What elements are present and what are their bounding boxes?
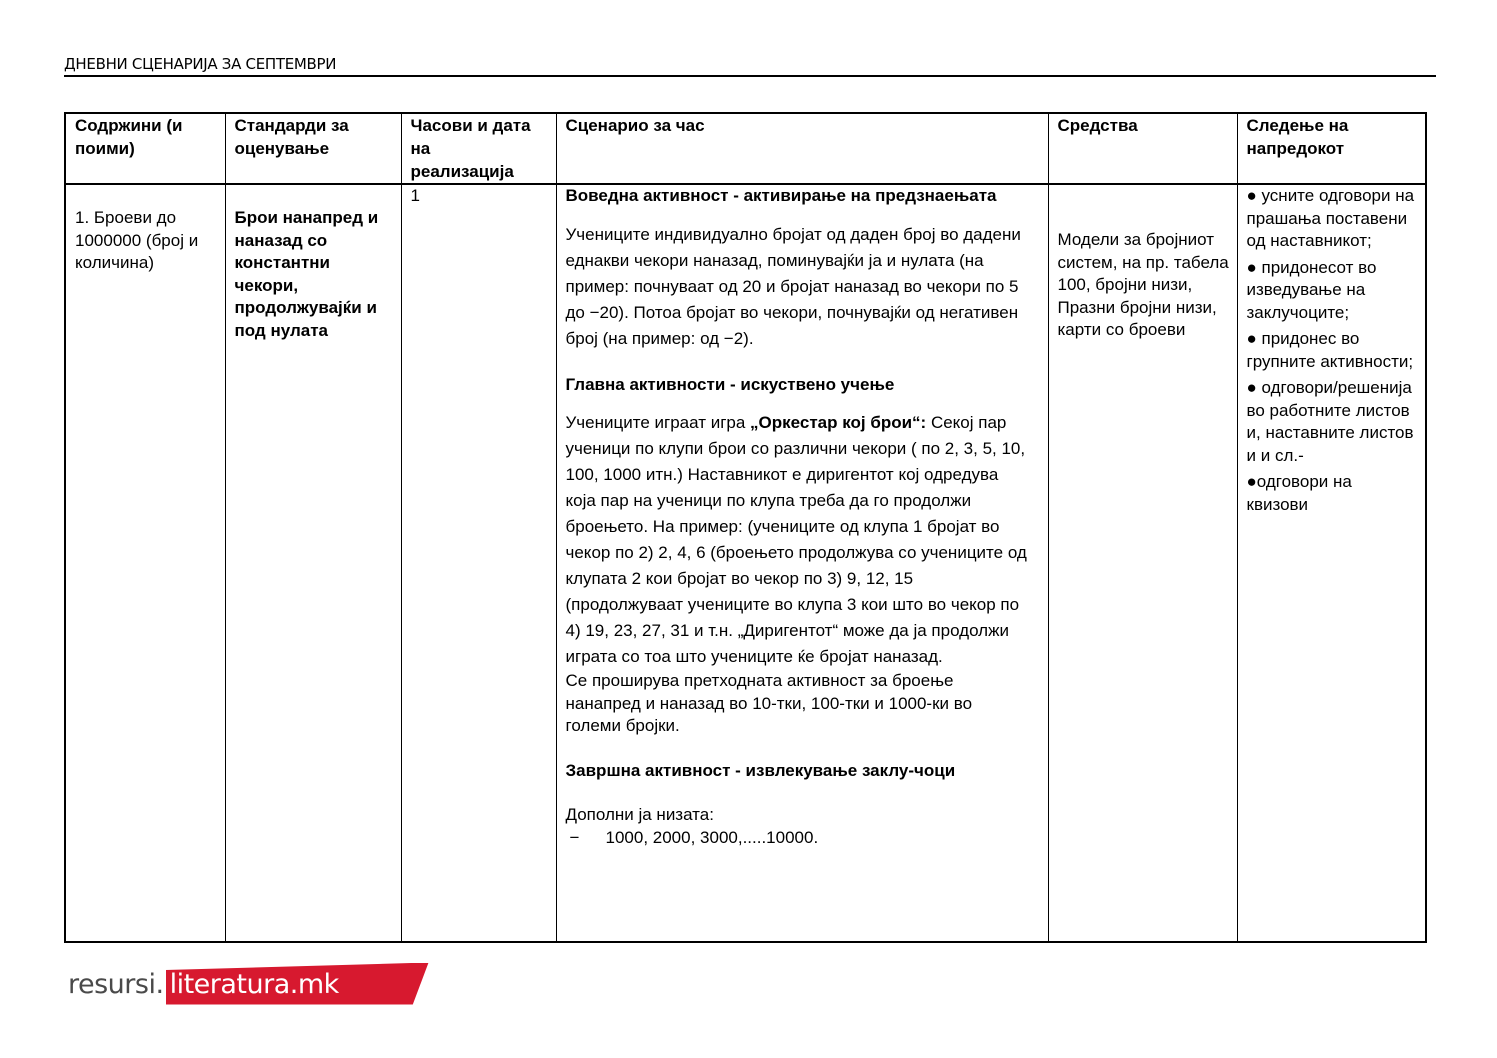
hours-text: 1	[410, 186, 420, 205]
sequence-list-item	[566, 827, 1028, 849]
main-text	[566, 410, 1028, 670]
standard-text: Брои нанапред и наназад со константни чекори, продолжувајќи и под нулата	[234, 208, 379, 340]
cell-hours	[401, 184, 556, 942]
content-text: 1. Броеви до 1000000 (број и количина)	[75, 208, 199, 272]
cell-content	[65, 184, 225, 942]
progress-item: ● придонес во групните активности;	[1246, 329, 1414, 371]
main-text-extra: Се проширува претходната активност за броење нанапред и наназад во 10-тки, 100-тки и 1000-ки во големи бројки.	[565, 671, 973, 735]
intro-text: Учениците индивидуално бројат од даден број во дадени еднакви чекори наназад, поминувајќи ја и нулата (на пример: почнуваат од 20 и бројат наназад во чекори по 5 до −20). Потоа бројат во чекори, почнувајќи од негативен број (на пример: од −2).	[565, 224, 1021, 348]
column-header-progress: Следење на напредокот	[1237, 113, 1426, 184]
column-header-content: Содржини (и поими)	[65, 113, 225, 184]
logo-text-resursi: resursi.	[68, 968, 164, 1000]
final-text: Дополни ја низата:	[565, 805, 714, 824]
progress-item: ● одговори/решенија во работните листови, наставните листови и сл.-	[1246, 378, 1414, 465]
main-text-before: Учениците играат игра	[565, 413, 751, 432]
column-header-resources: Средства	[1048, 113, 1237, 184]
column-header-scenario: Сценарио за час	[556, 113, 1048, 184]
document-title: ДНЕВНИ СЦЕНАРИЈА ЗА СЕПТЕМВРИ	[64, 55, 337, 73]
main-heading: Главна активности - искуствено учење	[565, 374, 895, 394]
cell-progress	[1237, 184, 1426, 942]
cell-resources	[1048, 184, 1237, 942]
resources-text: Модели за бројниот систем, на пр. табела 100, бројни низи, Празни бројни низи, карти со броеви	[1057, 230, 1229, 339]
intro-heading: Воведна активност - активирање на предзнаењата	[565, 186, 997, 205]
logo-text-literatura: literatura.mk	[169, 968, 339, 1000]
logo-red-banner	[166, 969, 351, 1000]
progress-item: ● придонесот во изведување на заклучоците;	[1246, 257, 1377, 322]
sequence-text: 1000, 2000, 3000,.....10000.	[605, 827, 819, 847]
main-text-after: Секој пар ученици по клупи брои со различни чекори ( по 2, 3, 5, 10, 100, 1000 итн.) Наставникот е диригентот кој одредува која пар на ученици по клупа треба да го продолжи броењето. На пример: (учениците од клупа 1 бројат во чекор по 2) 2, 4, 6 (броењето продолжува со учениците од клупата 2 кои бројат во чекор по 3) 9, 12, 15 (продолжуваат учениците во клупа 3 кои што во чекор по 4) 19, 23, 27, 31 и т.н. „Диригентот“ може да ја продолжи играта со тоа што учениците ќе бројат наназад.	[565, 413, 1027, 666]
resursi-logo	[68, 962, 351, 1006]
cell-scenario	[556, 184, 1048, 942]
progress-item: ●одговори на квизови	[1246, 472, 1352, 514]
dash-bullet: −	[569, 827, 580, 847]
game-name: „Оркестар кој брои“:	[750, 413, 927, 432]
table-header-row	[65, 113, 1426, 184]
table-row	[65, 184, 1426, 942]
progress-item: ● усните одговори на прашања поставени од наставникот;	[1246, 186, 1415, 250]
column-header-standards: Стандарди за оценување	[225, 113, 401, 184]
document-header	[64, 53, 1436, 77]
final-heading: Завршна активност - извлекување заклу-чоци	[565, 760, 956, 780]
lesson-plan-table	[64, 112, 1427, 943]
column-header-hours: Часови и дата на реализација	[401, 113, 556, 184]
cell-standard	[225, 184, 401, 942]
